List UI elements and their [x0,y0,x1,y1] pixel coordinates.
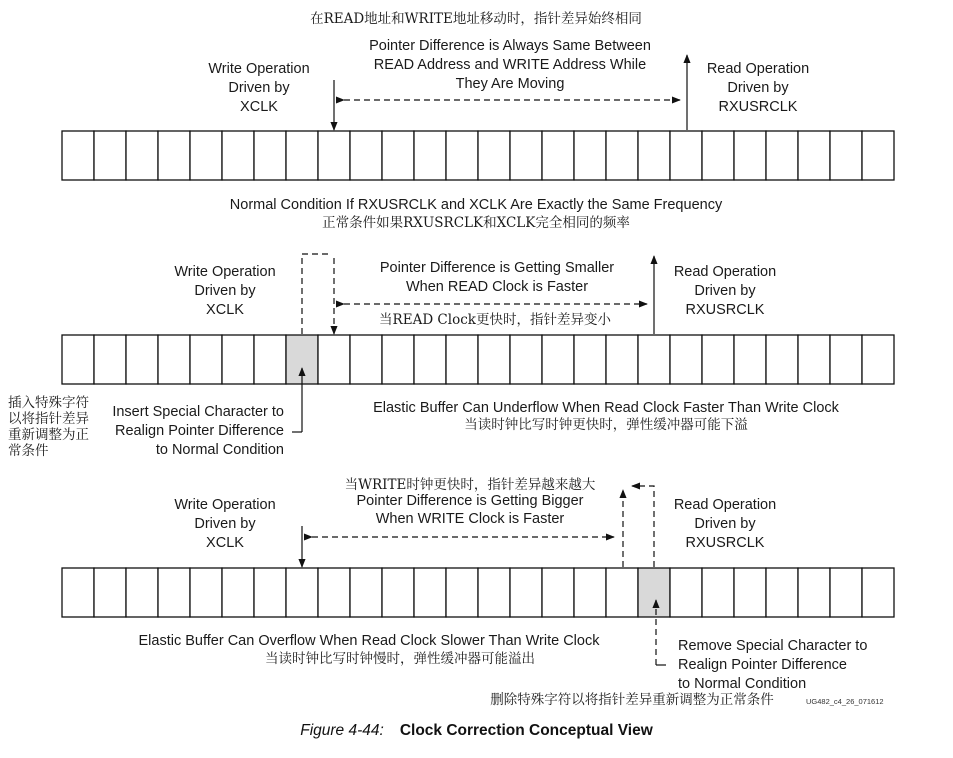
panel1-pointer-line1: Pointer Difference is Always Same Between [369,38,651,54]
buffer-cell [126,568,158,617]
buffer-cell [286,131,318,180]
buffer-cell [478,131,510,180]
panel1-read-line1: Read Operation [706,61,810,77]
panel3-remove-en-3: to Normal Condition [678,676,807,692]
buffer-cell [574,131,606,180]
buffer-cell [318,131,350,180]
buffer-cell [702,568,734,617]
panel1-pointer-line2: READ Address and WRITE Address While [373,57,647,73]
panel2-buffer [62,335,894,384]
buffer-cell [510,335,542,384]
panel1-caption-cn: 正常条件如果RXUSRCLK和XCLK完全相同的频率 [322,215,630,231]
buffer-cell [222,131,254,180]
buffer-cell [446,131,478,180]
buffer-cell [62,131,94,180]
buffer-cell [382,131,414,180]
buffer-cell [542,568,574,617]
panel3-remove-cn: 删除特殊字符以将指针差异重新调整为正常条件 [490,692,774,708]
panel2-read-line3: RXUSRCLK [685,302,765,318]
panel3-old-read-pointer [632,486,654,567]
panel2-insert-en-2: Realign Pointer Difference [115,423,284,439]
buffer-cell [766,335,798,384]
buffer-cell [94,568,126,617]
buffer-cell [254,335,286,384]
buffer-cell [702,131,734,180]
buffer-cell [158,335,190,384]
buffer-cell [670,335,702,384]
panel3-overflow-cn: 当读时钟比写时钟慢时，弹性缓冲器可能溢出 [265,651,535,667]
buffer-cell [478,568,510,617]
figure-title: Clock Correction Conceptual View [399,722,653,739]
panel2-pointer-line2: When READ Clock is Faster [405,279,589,295]
panel3-overflow-en: Elastic Buffer Can Overflow When Read Clock Slower Than Write Clock [138,633,600,649]
buffer-cell [638,335,670,384]
buffer-cell [830,335,862,384]
panel2-insert-cn-2: 以将指针差异 [8,411,89,427]
buffer-cell [542,131,574,180]
panel3-buffer [62,568,894,617]
buffer-cell [446,568,478,617]
panel2-underflow-cn: 当读时钟比写时钟更快时，弹性缓冲器可能下溢 [464,417,748,433]
buffer-cell [350,131,382,180]
buffer-cell [798,335,830,384]
panel1-pointer-line3: They Are Moving [455,76,565,92]
buffer-cell [158,131,190,180]
panel2-insert-cn-3: 重新调整为正 [8,427,89,443]
buffer-cell [446,335,478,384]
panel3-pointer-line2: When WRITE Clock is Faster [375,511,565,527]
buffer-cell [510,131,542,180]
buffer-cell [62,568,94,617]
buffer-cell [766,131,798,180]
buffer-cell [478,335,510,384]
panel2-read-line2: Driven by [694,283,756,299]
panel2-old-write-pointer [302,254,330,334]
figure-id: UG482_c4_26_071612 [806,697,884,706]
panel1-read-line2: Driven by [727,80,789,96]
panel-overflow [62,476,894,708]
buffer-cell [158,568,190,617]
panel2-insert-cn-1: 插入特殊字符 [8,395,89,411]
buffer-cell [734,568,766,617]
panel1-write-line3: XCLK [240,99,278,115]
buffer-cell [638,131,670,180]
buffer-cell [254,131,286,180]
buffer-cell [862,568,894,617]
buffer-cell [414,568,446,617]
figure-caption [0,722,953,740]
buffer-cell [670,131,702,180]
buffer-cell [606,568,638,617]
buffer-cell [574,335,606,384]
buffer-cell [94,335,126,384]
panel2-read-line1: Read Operation [673,264,777,280]
buffer-cell [350,335,382,384]
buffer-cell [734,335,766,384]
panel1-caption-en: Normal Condition If RXUSRCLK and XCLK Are Exactly the Same Frequency [229,197,723,213]
buffer-cell [798,131,830,180]
buffer-cell [254,568,286,617]
panel2-write-line1: Write Operation [174,264,276,280]
buffer-cell [126,131,158,180]
panel3-read-line2: Driven by [694,516,756,532]
panel3-remove-en-1: Remove Special Character to [678,638,868,654]
buffer-cell [190,335,222,384]
panel2-write-line3: XCLK [206,302,244,318]
buffer-cell [318,568,350,617]
buffer-cell [190,568,222,617]
buffer-cell [766,568,798,617]
buffer-cell [830,131,862,180]
buffer-cell [190,131,222,180]
buffer-cell-special-removed [638,568,670,617]
panel2-pointer-line1: Pointer Difference is Getting Smaller [379,260,615,276]
panel2-insert-cn-4: 常条件 [8,443,49,459]
panel2-write-line2: Driven by [194,283,256,299]
panel1-buffer [62,131,894,180]
panel3-write-line1: Write Operation [174,497,276,513]
buffer-cell [414,335,446,384]
buffer-cell [414,131,446,180]
panel1-title-cn: 在READ地址和WRITE地址移动时，指针差异始终相同 [310,11,642,27]
buffer-cell [286,568,318,617]
panel3-read-line3: RXUSRCLK [685,535,765,551]
panel3-write-line3: XCLK [206,535,244,551]
buffer-cell [606,131,638,180]
buffer-cell [734,131,766,180]
panel2-insert-en-3: to Normal Condition [155,442,284,458]
buffer-cell [798,568,830,617]
panel-underflow [8,254,894,459]
buffer-cell [862,335,894,384]
buffer-cell [382,568,414,617]
buffer-cell [510,568,542,617]
buffer-cell [542,335,574,384]
panel3-read-line1: Read Operation [673,497,777,513]
figure-number: Figure 4-44: [300,722,384,739]
buffer-cell [62,335,94,384]
buffer-cell [222,335,254,384]
buffer-cell [222,568,254,617]
buffer-cell [126,335,158,384]
buffer-cell [862,131,894,180]
panel1-read-line3: RXUSRCLK [718,99,798,115]
buffer-cell [574,568,606,617]
panel3-write-line2: Driven by [194,516,256,532]
panel-normal-condition [62,10,894,231]
buffer-cell [318,335,350,384]
panel1-write-line2: Driven by [228,80,290,96]
panel3-pointer-line1: Pointer Difference is Getting Bigger [356,493,584,509]
buffer-cell [670,568,702,617]
panel1-write-line1: Write Operation [208,61,310,77]
buffer-cell [830,568,862,617]
buffer-cell [382,335,414,384]
buffer-cell [702,335,734,384]
panel3-remove-en-2: Realign Pointer Difference [678,657,847,673]
buffer-cell [350,568,382,617]
buffer-cell [606,335,638,384]
panel3-pointer-cn: 当WRITE时钟更快时，指针差异越来越大 [344,477,596,493]
panel2-insert-en-1: Insert Special Character to [112,404,284,420]
panel2-pointer-cn: 当READ Clock更快时，指针差异变小 [379,312,611,328]
buffer-cell [94,131,126,180]
panel2-underflow-en: Elastic Buffer Can Underflow When Read Clock Faster Than Write Clock [373,400,839,416]
